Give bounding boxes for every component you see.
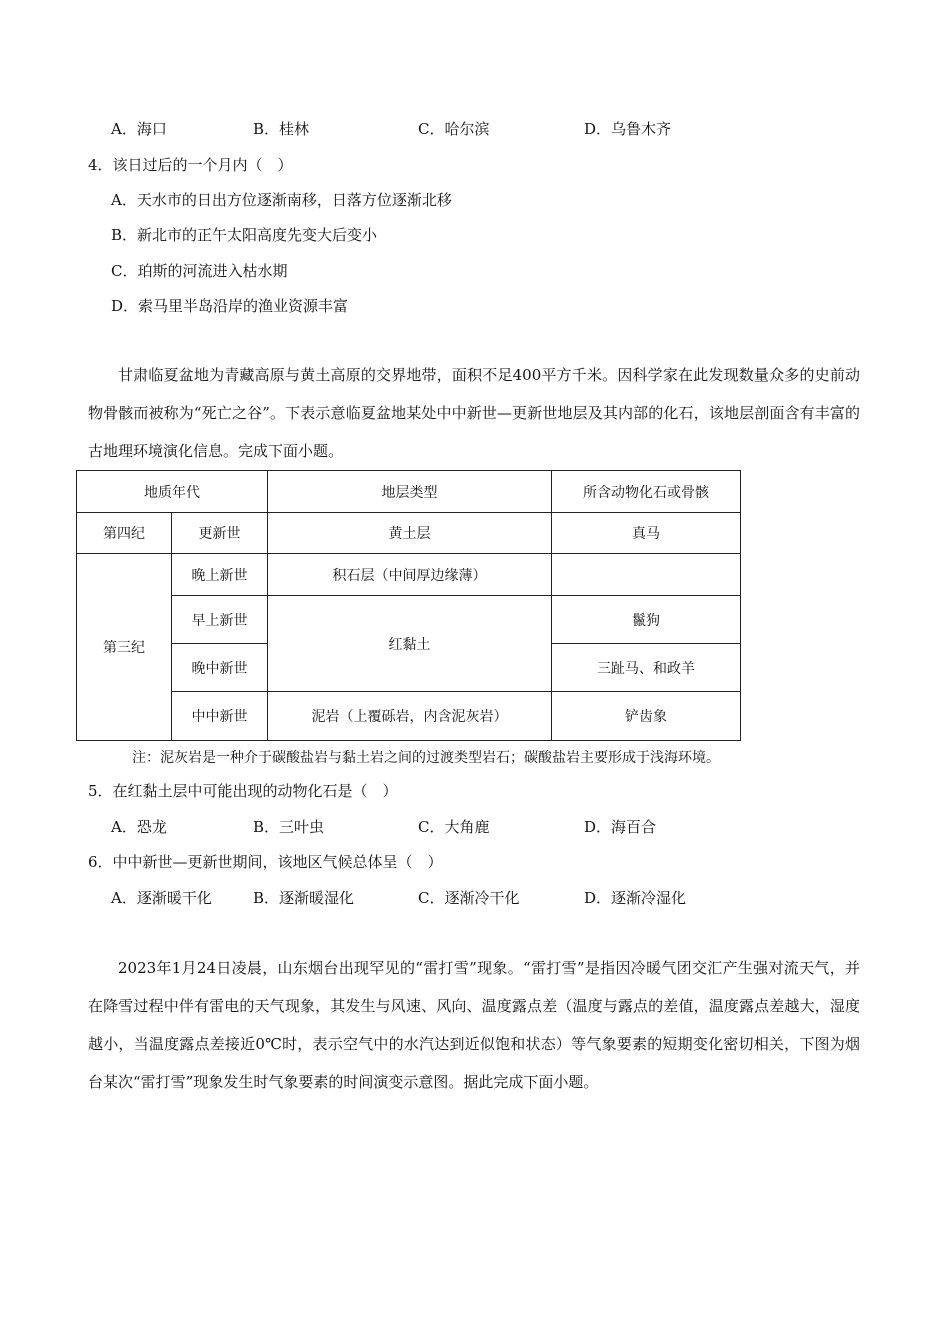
strata-table: [76, 470, 741, 741]
header-fossils: 所含动物化石或骨骸: [552, 471, 741, 513]
epoch-early-pliocene: 早上新世: [172, 596, 268, 644]
passage-yantai-text: 2023年1月24日凌晨，山东烟台出现罕见的“雷打雪”现象。“雷打雪”是指因冷暖气团交汇产生强对流天气，并在降雪过程中伴有雷电的天气现象，其发生与风速、风向、温度露点差（温度与露点的差值，温度露点差越大，湿度越小，当温度露点差接近0℃时，表示空气中的水汽达到近似饱和状态）等气象要素的短期变化密切相关，下图为烟台某次“雷打雪”现象发生时气象要素的时间演变示意图。据此完成下面小题。: [88, 959, 860, 1091]
fossil-hyena: 鬣狗: [552, 596, 741, 644]
q3-option-c: C．哈尔滨: [418, 120, 490, 138]
q6-option-d: D．逐渐冷湿化: [584, 889, 687, 907]
stratum-red-clay: 红黏土: [268, 596, 552, 692]
header-stratum-type: 地层类型: [268, 471, 552, 513]
q4-option-b: B．新北市的正午太阳高度先变大后变小: [111, 226, 378, 244]
passage-yantai: [88, 949, 860, 1101]
q4-stem: 4．该日过后的一个月内（ ）: [88, 156, 293, 174]
q5-option-c: C．大角鹿: [418, 818, 490, 836]
passage-linxia-text: 甘肃临夏盆地为青藏高原与黄土高原的交界地带，面积不足400平方千米。因科学家在此发现数量众多的史前动物骨骸而被称为“死亡之谷”。下表示意临夏盆地某处中中新世—更新世地层及其内部的化石，该地层剖面含有丰富的古地理环境演化信息。完成下面小题。: [88, 366, 860, 460]
q6-option-b: B．逐渐暖湿化: [253, 889, 355, 907]
q3-option-a: A．海口: [111, 120, 167, 138]
q5-option-b: B．三叶虫: [253, 818, 325, 836]
fossil-empty: [552, 554, 741, 596]
period-tertiary: 第三纪: [77, 554, 172, 741]
stratum-loess: 黄土层: [268, 513, 552, 554]
q3-option-b: B．桂林: [253, 120, 310, 138]
epoch-middle-miocene: 中中新世: [172, 692, 268, 741]
q6-option-a: A．逐渐暖干化: [111, 889, 212, 907]
epoch-late-pliocene: 晚上新世: [172, 554, 268, 596]
header-geologic-age: 地质年代: [77, 471, 268, 513]
q4-option-c: C．珀斯的河流进入枯水期: [111, 262, 288, 280]
stratum-gravel: 积石层（中间厚边缘薄）: [268, 554, 552, 596]
q5-option-d: D．海百合: [584, 818, 657, 836]
table-note: 注：泥灰岩是一种介于碳酸盐岩与黏土岩之间的过渡类型岩石；碳酸盐岩主要形成于浅海环境。: [132, 750, 720, 766]
fossil-true-horse: 真马: [552, 513, 741, 554]
fossil-platybelodon: 铲齿象: [552, 692, 741, 741]
stratum-mudstone: 泥岩（上覆砾岩，内含泥灰岩）: [268, 692, 552, 741]
q4-option-a: A．天水市的日出方位逐渐南移，日落方位逐渐北移: [111, 191, 452, 209]
passage-linxia: [88, 356, 860, 470]
q6-option-c: C．逐渐冷干化: [418, 889, 520, 907]
q4-option-d: D．索马里半岛沿岸的渔业资源丰富: [111, 297, 349, 315]
q3-option-d: D．乌鲁木齐: [584, 120, 672, 138]
period-quaternary: 第四纪: [77, 513, 172, 554]
epoch-pleistocene: 更新世: [172, 513, 268, 554]
q6-stem: 6．中中新世—更新世期间，该地区气候总体呈（ ）: [88, 853, 443, 871]
q5-stem: 5．在红黏土层中可能出现的动物化石是（ ）: [88, 782, 398, 800]
q5-option-a: A．恐龙: [111, 818, 167, 836]
fossil-hipparion: 三趾马、和政羊: [552, 644, 741, 692]
epoch-late-miocene: 晚中新世: [172, 644, 268, 692]
